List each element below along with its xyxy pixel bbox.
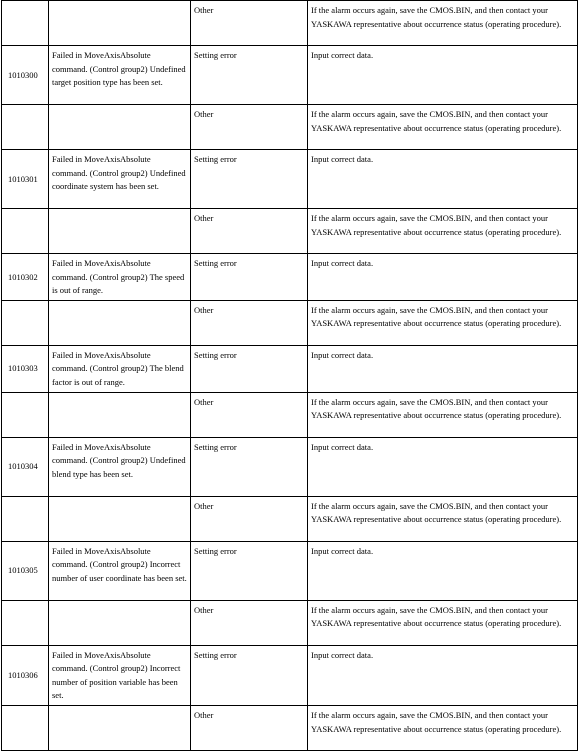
- alarm-code-cell: [2, 496, 49, 541]
- cause-cell: Other: [191, 300, 308, 345]
- table-row: [2, 437, 578, 496]
- alarm-code-cell: [2, 705, 49, 750]
- cause-cell: Setting error: [191, 46, 308, 105]
- table-row: [2, 345, 578, 392]
- table-row: [2, 705, 578, 750]
- description-cell: [49, 1, 191, 46]
- alarm-code-cell: 1010304: [2, 437, 49, 496]
- cause-cell: Other: [191, 496, 308, 541]
- description-cell: Failed in MoveAxisAbsolute command. (Control group2) Undefined coordinate system has been set.: [49, 150, 191, 209]
- cause-cell: Other: [191, 600, 308, 645]
- alarm-table-body: [2, 1, 578, 751]
- remedy-cell: Input correct data.: [308, 437, 578, 496]
- table-row: [2, 46, 578, 105]
- description-cell: [49, 600, 191, 645]
- cause-cell: Setting error: [191, 541, 308, 600]
- alarm-code-cell: 1010303: [2, 345, 49, 392]
- remedy-cell: If the alarm occurs again, save the CMOS.BIN, and then contact your YASKAWA representative about occurrence status (operating procedure).: [308, 300, 578, 345]
- cause-cell: Other: [191, 705, 308, 750]
- cause-cell: Setting error: [191, 150, 308, 209]
- alarm-code-cell: 1010302: [2, 254, 49, 301]
- remedy-cell: Input correct data.: [308, 150, 578, 209]
- description-cell: [49, 705, 191, 750]
- alarm-code-cell: [2, 105, 49, 150]
- alarm-code-cell: [2, 209, 49, 254]
- alarm-code-cell: 1010305: [2, 541, 49, 600]
- remedy-cell: Input correct data.: [308, 345, 578, 392]
- cause-cell: Other: [191, 105, 308, 150]
- remedy-cell: If the alarm occurs again, save the CMOS.BIN, and then contact your YASKAWA representative about occurrence status (operating procedure).: [308, 105, 578, 150]
- description-cell: [49, 105, 191, 150]
- cause-cell: Other: [191, 392, 308, 437]
- table-row: [2, 541, 578, 600]
- table-row: [2, 209, 578, 254]
- table-row: [2, 645, 578, 705]
- alarm-code-cell: 1010306: [2, 645, 49, 705]
- description-cell: [49, 496, 191, 541]
- cause-cell: Setting error: [191, 345, 308, 392]
- remedy-cell: If the alarm occurs again, save the CMOS.BIN, and then contact your YASKAWA representative about occurrence status (operating procedure).: [308, 705, 578, 750]
- remedy-cell: If the alarm occurs again, save the CMOS.BIN, and then contact your YASKAWA representative about occurrence status (operating procedure).: [308, 392, 578, 437]
- alarm-code-cell: 1010301: [2, 150, 49, 209]
- alarm-code-cell: [2, 300, 49, 345]
- alarm-code-cell: [2, 600, 49, 645]
- description-cell: Failed in MoveAxisAbsolute command. (Control group2) Incorrect number of user coordinate has been set.: [49, 541, 191, 600]
- remedy-cell: Input correct data.: [308, 46, 578, 105]
- description-cell: Failed in MoveAxisAbsolute command. (Control group2) Undefined blend type has been set.: [49, 437, 191, 496]
- remedy-cell: If the alarm occurs again, save the CMOS.BIN, and then contact your YASKAWA representative about occurrence status (operating procedure).: [308, 600, 578, 645]
- alarm-table: [1, 0, 578, 751]
- description-cell: [49, 300, 191, 345]
- remedy-cell: Input correct data.: [308, 254, 578, 301]
- cause-cell: Setting error: [191, 645, 308, 705]
- table-row: [2, 254, 578, 301]
- cause-cell: Other: [191, 209, 308, 254]
- description-cell: [49, 209, 191, 254]
- alarm-code-cell: [2, 392, 49, 437]
- remedy-cell: If the alarm occurs again, save the CMOS.BIN, and then contact your YASKAWA representative about occurrence status (operating procedure).: [308, 209, 578, 254]
- table-row: [2, 150, 578, 209]
- description-cell: Failed in MoveAxisAbsolute command. (Control group2) Undefined target position type has been set.: [49, 46, 191, 105]
- description-cell: Failed in MoveAxisAbsolute command. (Control group2) The speed is out of range.: [49, 254, 191, 301]
- cause-cell: Setting error: [191, 254, 308, 301]
- remedy-cell: Input correct data.: [308, 541, 578, 600]
- description-cell: Failed in MoveAxisAbsolute command. (Control group2) The blend factor is out of range.: [49, 345, 191, 392]
- cause-cell: Setting error: [191, 437, 308, 496]
- description-cell: Failed in MoveAxisAbsolute command. (Control group2) Incorrect number of position variable has been set.: [49, 645, 191, 705]
- table-row: [2, 105, 578, 150]
- table-row: [2, 600, 578, 645]
- table-row: [2, 300, 578, 345]
- table-row: [2, 496, 578, 541]
- remedy-cell: Input correct data.: [308, 645, 578, 705]
- cause-cell: Other: [191, 1, 308, 46]
- alarm-code-cell: [2, 1, 49, 46]
- remedy-cell: If the alarm occurs again, save the CMOS.BIN, and then contact your YASKAWA representative about occurrence status (operating procedure).: [308, 1, 578, 46]
- table-row: [2, 1, 578, 46]
- remedy-cell: If the alarm occurs again, save the CMOS.BIN, and then contact your YASKAWA representative about occurrence status (operating procedure).: [308, 496, 578, 541]
- description-cell: [49, 392, 191, 437]
- alarm-code-cell: 1010300: [2, 46, 49, 105]
- table-row: [2, 392, 578, 437]
